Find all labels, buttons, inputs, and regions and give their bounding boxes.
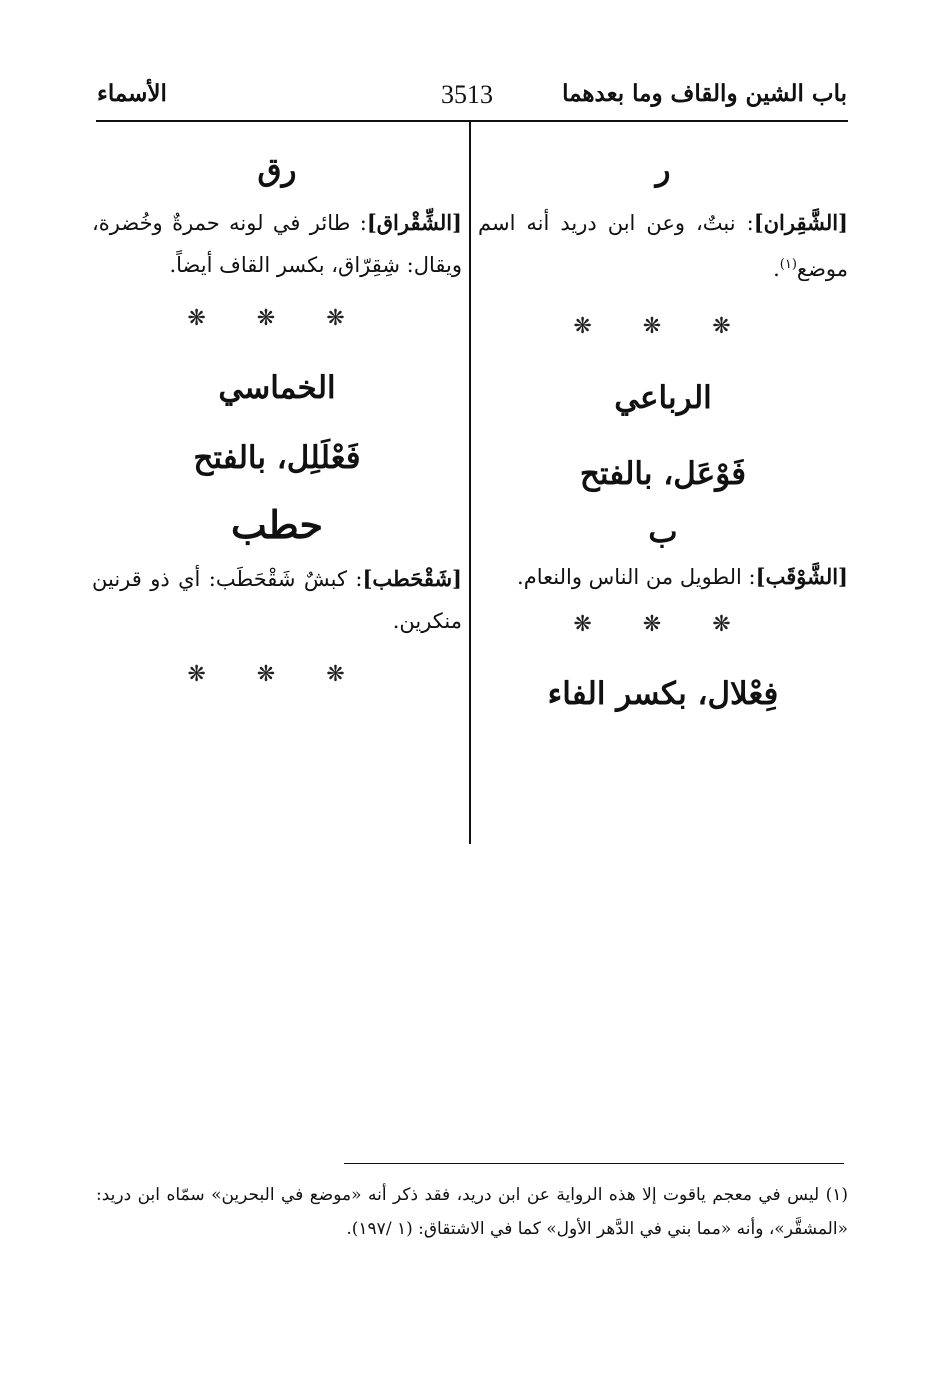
running-head-section: الأسماء [97,80,167,107]
footnote-rule [344,1163,844,1164]
heading-rubai: الرباعي [614,380,712,416]
header-rule [96,120,848,122]
entry-text: : طائر في لونه حمرةٌ وخُضرة، ويقال: شِقِرّاق، بكسر القاف أيضاً. [92,211,462,277]
heading-filal: فِعْلال، بكسر الفاء [547,676,779,712]
section-separator: ❋ ❋ ❋ [573,314,753,339]
heading-falalil: فَعْلَلِل، بالفتح [193,440,361,476]
entry-term: [شَقْحَطب] [362,566,462,591]
entry-shawqab [478,556,848,598]
entry-shiqraq [92,202,462,286]
page-number: 3513 [441,80,493,109]
right-column [478,150,848,722]
section-separator: ❋ ❋ ❋ [187,662,367,687]
entry-term: [الشِّقْراق] [366,210,462,235]
heading-raq: رق [257,152,297,188]
entry-text: : نبتٌ، وعن ابن دريد أنه اسم موضع [478,211,848,281]
left-column [92,150,462,696]
section-separator: ❋ ❋ ❋ [187,306,367,331]
footnote: (١) ليس في معجم ياقوت إلا هذه الرواية عن ابن دريد، فقد ذكر أنه «موضع في البحرين» سمّاه ابن دريد: «المشقَّر»، وأنه «مما بني في الدَّهر الأول» كما في الاشتقاق: (١ /١٩٧). [96,1185,848,1239]
heading-khumasi: الخماسي [218,370,336,406]
heading-fawal: فَوْعَل، بالفتح [579,456,747,492]
entry-term: [الشَّوْقَب] [755,564,848,589]
section-separator: ❋ ❋ ❋ [573,612,753,637]
heading-ra: ر [655,152,671,188]
heading-hatab: حطب [231,502,323,547]
entry-text: : الطويل من الناس والنعام. [517,565,756,589]
entry-shaqhatab [92,558,462,642]
entry-end: . [773,257,780,281]
entry-shaqran [478,202,848,290]
running-head-chapter: باب الشين والقاف وما بعدهما [562,80,847,107]
entry-term: [الشَّقِران] [753,210,848,235]
column-divider [469,122,471,844]
heading-ba: ب [648,514,678,550]
footnote-reference: (١) [779,257,797,272]
entry-text: : كبشٌ شَقْحَطَب: أي ذو قرنين منكرين. [92,567,462,633]
